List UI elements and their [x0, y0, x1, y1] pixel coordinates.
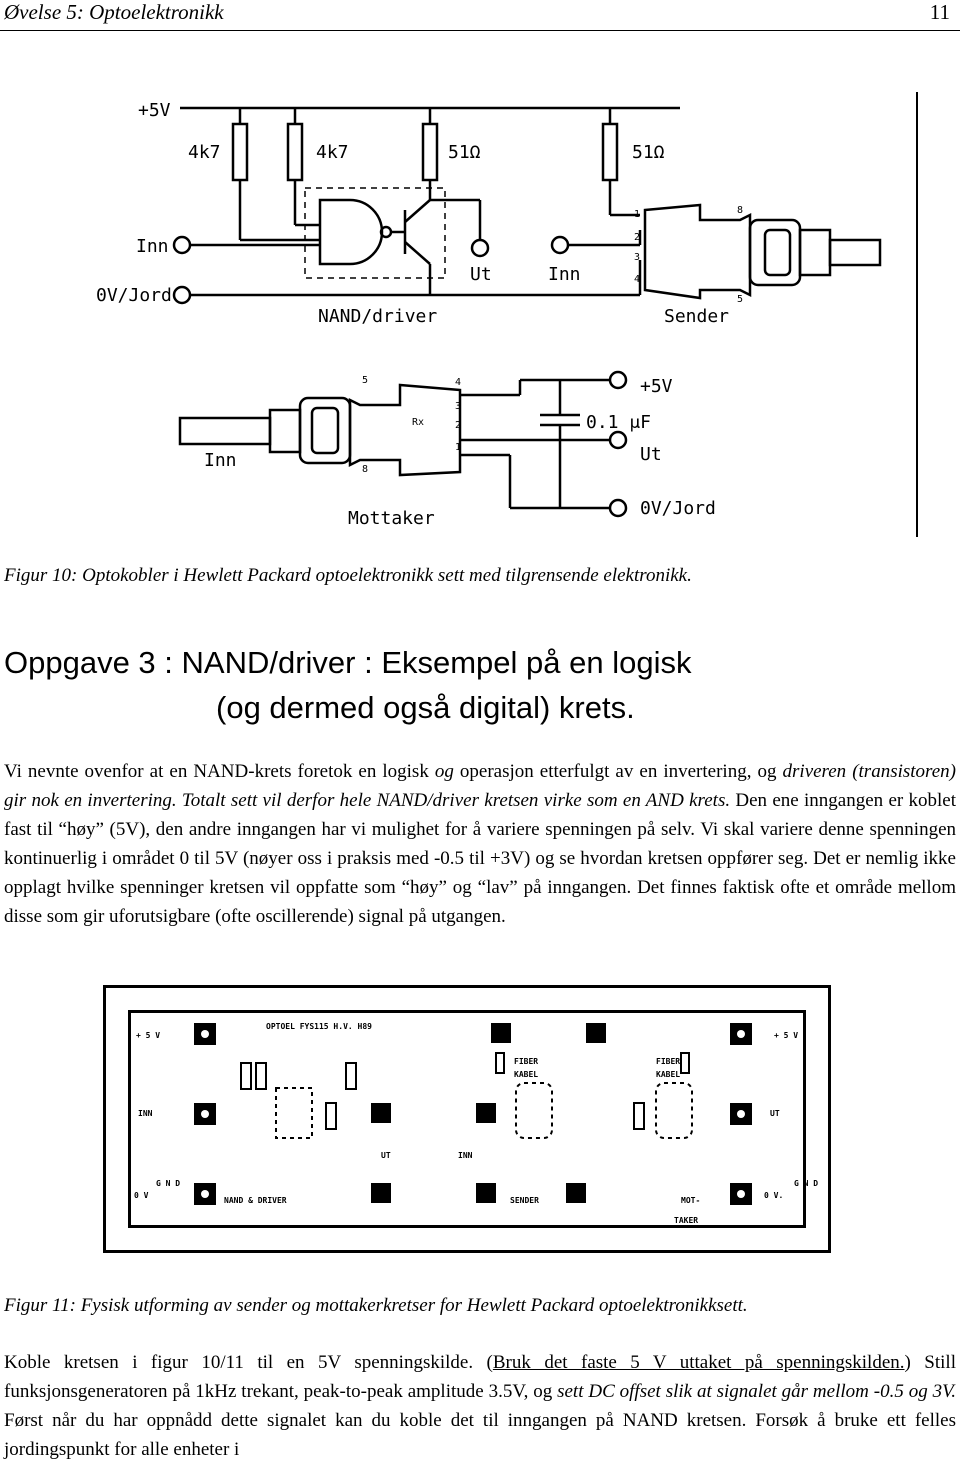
para2-d: Først når du har oppnådd dette signalet kan du koble det til inngangen på NAND kretsen. Forsøk å bruke ett felles jordingspunkt for alle enheter i	[4, 1410, 956, 1460]
label-jord-left: 0V/Jord	[96, 285, 172, 306]
figure-11-layout	[106, 988, 828, 1250]
figure-11-board	[103, 985, 831, 1253]
receiver-pin-3: 3	[455, 401, 462, 412]
receiver-pin-5: 5	[362, 375, 369, 386]
board-gnd-left-0v: 0 V	[134, 1191, 149, 1200]
para2-a: Koble kretsen i figur 10/11 til en 5V spenningskilde. (	[4, 1352, 493, 1373]
label-r3: 51Ω	[448, 142, 481, 163]
board-fiber-1: FIBER	[514, 1057, 539, 1066]
receiver-pin-8: 8	[362, 464, 369, 475]
board-ut-mid: UT	[381, 1151, 391, 1160]
label-ut-right: Ut	[640, 444, 662, 465]
para1-sentence2: driveren (transistoren) gir nok en invertering. Totalt sett vil derfor hele NAND/driver kretsen virke som en AND krets.	[4, 761, 956, 811]
sender-pin-2: 2	[634, 232, 641, 243]
board-nand-driver: NAND & DRIVER	[224, 1196, 287, 1205]
figure-10-caption: Figur 10: Optokobler i Hewlett Packard optoelektronikk sett med tilgrensende elektronikk.	[4, 565, 692, 586]
figure-10-schematic	[0, 80, 960, 550]
board-ut-right: UT	[770, 1109, 780, 1118]
board-sender: SENDER	[510, 1196, 539, 1205]
label-jord-right: 0V/Jord	[640, 498, 716, 519]
sender-pin-4: 4	[634, 274, 641, 285]
label-ut-mid: Ut	[470, 264, 492, 285]
board-title: OPTOEL FYS115 H.V. H89	[266, 1022, 372, 1031]
para2-italic: sett DC offset slik at signalet går mellom -0.5 og 3V.	[557, 1381, 956, 1402]
label-sender: Sender	[664, 306, 730, 327]
para1-sentence1a: Vi nevnte ovenfor at en NAND-krets foretok en logisk	[4, 761, 435, 782]
paragraph-2	[4, 1348, 956, 1464]
label-r1: 4k7	[188, 142, 221, 163]
section-heading-line2: (og dermed også digital) krets.	[216, 690, 635, 725]
label-r2: 4k7	[316, 142, 349, 163]
sender-pin-3: 3	[634, 252, 641, 263]
label-5v-right: +5V	[640, 376, 673, 397]
label-inn-receiver: Inn	[204, 450, 237, 471]
label-r4: 51Ω	[632, 142, 665, 163]
receiver-pin-4: 4	[455, 377, 462, 388]
board-5v-left: + 5 V	[136, 1031, 161, 1040]
board-gnd-right-gnd: G N D	[794, 1179, 819, 1188]
sender-pin-5: 5	[737, 294, 744, 305]
section-heading-line1: Oppgave 3 : NAND/driver : Eksempel på en logisk	[4, 645, 692, 680]
para1-sentence1b: operasjon etterfulgt av en invertering, og	[453, 761, 783, 782]
header-rule	[0, 30, 960, 31]
label-nand-driver: NAND/driver	[318, 306, 438, 327]
para2-b: ) Still funksjonsgeneratoren på 1kHz trekant, peak-to-peak amplitude 3.5V, og	[4, 1352, 956, 1402]
page-number: 11	[929, 0, 950, 24]
label-capacitor: 0.1 μF	[586, 412, 652, 433]
sender-pin-1: 1	[634, 209, 641, 220]
receiver-rx: Rx	[412, 417, 425, 428]
board-kabel-2: KABEL	[656, 1070, 681, 1079]
board-gnd-right-0v: 0 V.	[764, 1191, 784, 1200]
label-inn-left: Inn	[136, 236, 169, 257]
receiver-pin-1: 1	[455, 442, 462, 453]
board-kabel-1: KABEL	[514, 1070, 539, 1079]
label-mottaker: Mottaker	[348, 508, 435, 529]
board-fiber-2: FIBER	[656, 1057, 681, 1066]
board-5v-right: + 5 V	[774, 1031, 799, 1040]
board-mot: MOT-	[681, 1196, 701, 1205]
figure-11-caption: Figur 11: Fysisk utforming av sender og mottakerkretser for Hewlett Packard optoelektronikksett.	[4, 1295, 748, 1316]
header-title: Øvelse 5: Optoelektronikk	[4, 0, 224, 24]
receiver-pin-2: 2	[455, 420, 462, 431]
board-gnd-left-gnd: G N D	[156, 1179, 181, 1188]
para1-sentence3: Den ene inngangen er koblet fast til “høy” (5V), den andre inngangen har vi mulighet for å variere spenningen på selv. Vi skal variere denne spenningen kontinuerlig i området 0 til 5V (nøyer oss i praksis med -0.5 til +3V) og se hvordan kretsen oppfører seg. Det er nemlig ikke opplagt hvilke spenninger kretsen vil oppfatte som “høy” og “lav” på inngangen. Det finnes faktisk ofte et område mellom disse som gir uforutsigbare (ofte oscillerende) signal på utgangen.	[4, 790, 957, 927]
paragraph-1	[4, 757, 956, 931]
sender-pin-8: 8	[737, 205, 744, 216]
label-inn-mid: Inn	[548, 264, 581, 285]
label-5v-top: +5V	[138, 100, 171, 121]
board-taker: TAKER	[674, 1216, 699, 1225]
para2-underlined: Bruk det faste 5 V uttaket på spenningskilden.	[492, 1352, 905, 1373]
board-inn-left: INN	[138, 1109, 153, 1118]
para1-og: og	[434, 761, 454, 782]
board-inn-mid: INN	[458, 1151, 473, 1160]
